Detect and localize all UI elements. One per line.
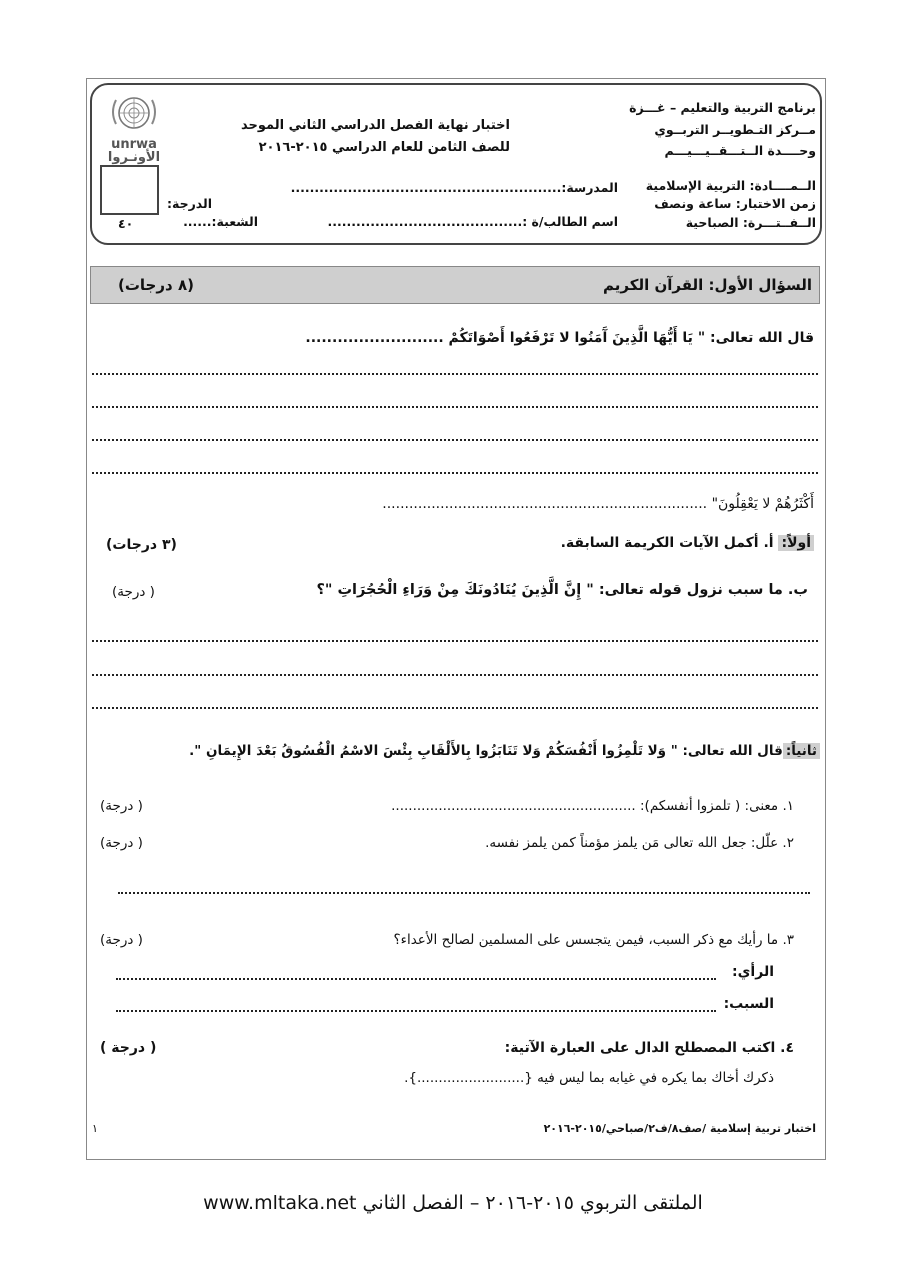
question-1-marks: (٨ درجات)	[118, 276, 194, 294]
part-2-label: ثانياً:	[783, 743, 820, 759]
school-field: المدرسة:.........................................................	[290, 180, 618, 195]
grade-label: الدرجة:	[167, 196, 212, 211]
duration: زمن الاختبار: ساعة ونصف	[654, 196, 816, 211]
grade-box	[100, 165, 159, 215]
part-1-a-marks: (٣ درجات)	[106, 537, 177, 553]
part-2-verse: قال الله تعالى: " وَلا تَلْمِزُوا أَنْفُسَكُمْ وَلا تَنَابَزُوا بِالأَلْقَابِ بِئْسَ الاسْمُ الْفُسُوقُ بَعْدَ الإِيمَانِ ".	[189, 743, 783, 759]
part-1-a: أ. أكمل الآيات الكريمة السابقة.	[560, 535, 774, 551]
item-1: ١. معنى: ( تلمزوا أنفسكم): .........................................................	[391, 798, 794, 814]
item-2: ٢. علّل: جعل الله تعالى مَن يلمز مؤمناً كمن يلمز نفسه.	[485, 835, 794, 851]
logo-latin: unrwa	[111, 137, 157, 152]
item-3: ٣. ما رأيك مع ذكر السبب، فيمن يتجسس على المسلمين لصالح الأعداء؟	[393, 932, 794, 948]
program-line-3: وحــــدة الــتـــقــيـــيـــم	[664, 143, 816, 158]
part-1-label: أولاً:	[778, 535, 814, 551]
program-line-1: برنامج التربية والتعليم – غـــزة	[629, 100, 816, 115]
reason-label: السبب:	[723, 996, 774, 1012]
item-4-marks: ( درجة )	[100, 1040, 157, 1056]
subject: الــمــــادة: التربية الإسلامية	[645, 178, 816, 193]
item-1-marks: ( درجة)	[100, 798, 143, 814]
site-footer: الملتقى التربوي ٢٠١٥-٢٠١٦ – الفصل الثاني www.mltaka.net	[203, 1192, 703, 1214]
opinion-label: الرأي:	[732, 964, 774, 980]
item-4-statement: ذكرك أخاك بما يكره في غيابه بما ليس فيه {.........................}.	[404, 1070, 774, 1086]
question-1-title: السؤال الأول: القرآن الكريم	[603, 276, 812, 294]
answer-line	[118, 892, 810, 894]
item-4: ٤. اكتب المصطلح الدال على العبارة الآتية:	[504, 1040, 794, 1056]
footer-code: اختبار تربية إسلامية /صف٨/ف٢/صباحي/٢٠١٥-٢٠١٦	[543, 1122, 816, 1135]
opinion-line	[116, 978, 716, 980]
section-field: الشعبة:......	[183, 214, 258, 229]
exam-title: اختبار نهاية الفصل الدراسي الثاني الموحد	[240, 118, 510, 133]
period: الــفــتـــرة: الصباحية	[685, 215, 816, 230]
total-marks: ٤٠	[118, 216, 134, 231]
verse-end: أَكْثَرُهُمْ لا يَعْقِلُونَ" .........................................................................	[382, 496, 814, 512]
item-2-marks: ( درجة)	[100, 835, 143, 851]
answer-line	[92, 707, 818, 709]
reason-line	[116, 1010, 716, 1012]
exam-subtitle: للصف الثامن للعام الدراسي ٢٠١٥-٢٠١٦	[258, 140, 510, 155]
answer-line	[92, 439, 818, 441]
program-line-2: مــركز التـطويــر التربــوي	[654, 122, 816, 137]
logo-arabic: الأونـروا	[107, 150, 161, 165]
page-number: ١	[92, 1122, 98, 1135]
un-emblem-icon	[102, 94, 166, 134]
answer-line	[92, 472, 818, 474]
answer-line	[92, 674, 818, 676]
part-1-b: ب. ما سبب نزول قوله تعالى: " إِنَّ الَّذِينَ يُنَادُونَكَ مِنْ وَرَاءِ الْحُجُرَاتِ "؟	[316, 582, 808, 598]
unrwa-logo	[98, 138, 170, 164]
verse-start: قال الله تعالى: " يَا أَيُّهَا الَّذِينَ آَمَنُوا لا تَرْفَعُوا أَصْوَاتَكُمْ ..........................	[305, 330, 814, 346]
answer-line	[92, 406, 818, 408]
answer-line	[92, 373, 818, 375]
item-3-marks: ( درجة)	[100, 932, 143, 948]
answer-line	[92, 640, 818, 642]
student-name-field: اسم الطالب/ة :.........................................	[327, 214, 618, 229]
part-1-b-marks: ( درجة)	[112, 584, 155, 600]
